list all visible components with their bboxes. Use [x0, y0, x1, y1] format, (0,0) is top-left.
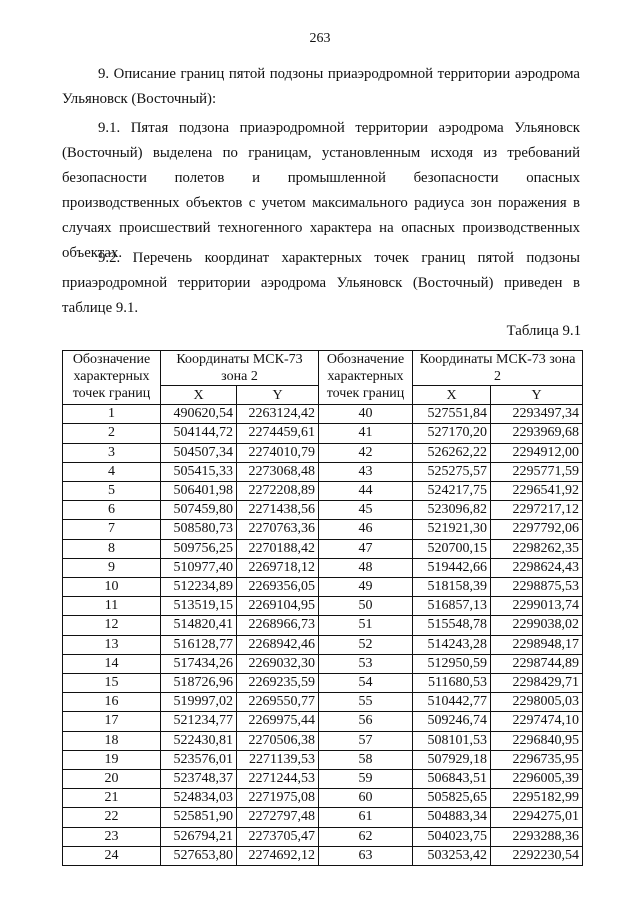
- cell-point-right: 63: [319, 846, 413, 865]
- cell-x-right: 521921,30: [413, 520, 491, 539]
- cell-x-left: 490620,54: [161, 405, 237, 424]
- cell-x-left: 504507,34: [161, 443, 237, 462]
- cell-x-right: 507929,18: [413, 750, 491, 769]
- cell-y-right: 2296840,95: [491, 731, 583, 750]
- cell-point-left: 18: [63, 731, 161, 750]
- header-y-left: Y: [237, 386, 319, 405]
- page-number: 263: [309, 31, 331, 46]
- cell-y-right: 2295771,59: [491, 462, 583, 481]
- cell-point-right: 42: [319, 443, 413, 462]
- cell-point-left: 20: [63, 770, 161, 789]
- cell-y-left: 2271438,56: [237, 501, 319, 520]
- table-row: [63, 558, 583, 577]
- cell-y-left: 2274459,61: [237, 424, 319, 443]
- cell-x-left: 523576,01: [161, 750, 237, 769]
- table-row: [63, 731, 583, 750]
- header-coords-right: Координаты МСК-73 зона 2: [413, 351, 583, 386]
- cell-point-left: 19: [63, 750, 161, 769]
- cell-point-left: 1: [63, 405, 161, 424]
- cell-x-left: 513519,15: [161, 597, 237, 616]
- table-caption: Таблица 9.1: [506, 323, 581, 339]
- cell-y-right: 2293969,68: [491, 424, 583, 443]
- table-row: [63, 770, 583, 789]
- cell-y-left: 2263124,42: [237, 405, 319, 424]
- cell-point-left: 8: [63, 539, 161, 558]
- cell-x-left: 517434,26: [161, 654, 237, 673]
- header-x-right: X: [413, 386, 491, 405]
- cell-y-right: 2297474,10: [491, 712, 583, 731]
- cell-point-left: 11: [63, 597, 161, 616]
- cell-point-right: 60: [319, 789, 413, 808]
- table-row: [63, 405, 583, 424]
- cell-x-right: 518158,39: [413, 578, 491, 597]
- cell-y-left: 2269104,95: [237, 597, 319, 616]
- cell-x-right: 519442,66: [413, 558, 491, 577]
- cell-x-left: 512234,89: [161, 578, 237, 597]
- cell-x-right: 526262,22: [413, 443, 491, 462]
- cell-x-right: 520700,15: [413, 539, 491, 558]
- cell-point-right: 46: [319, 520, 413, 539]
- cell-point-right: 45: [319, 501, 413, 520]
- cell-y-left: 2273068,48: [237, 462, 319, 481]
- cell-point-right: 41: [319, 424, 413, 443]
- cell-x-right: 525275,57: [413, 462, 491, 481]
- table-row: [63, 674, 583, 693]
- cell-x-right: 523096,82: [413, 501, 491, 520]
- cell-point-right: 62: [319, 827, 413, 846]
- cell-point-right: 57: [319, 731, 413, 750]
- cell-point-left: 4: [63, 462, 161, 481]
- cell-x-left: 504144,72: [161, 424, 237, 443]
- cell-x-left: 507459,80: [161, 501, 237, 520]
- cell-y-left: 2269550,77: [237, 693, 319, 712]
- cell-point-left: 9: [63, 558, 161, 577]
- cell-point-left: 14: [63, 654, 161, 673]
- table-row: [63, 808, 583, 827]
- cell-point-left: 7: [63, 520, 161, 539]
- cell-x-left: 522430,81: [161, 731, 237, 750]
- cell-x-right: 508101,53: [413, 731, 491, 750]
- cell-point-right: 43: [319, 462, 413, 481]
- cell-x-right: 506843,51: [413, 770, 491, 789]
- header-x-left: X: [161, 386, 237, 405]
- cell-point-right: 56: [319, 712, 413, 731]
- cell-y-right: 2298875,53: [491, 578, 583, 597]
- cell-x-right: 503253,42: [413, 846, 491, 865]
- cell-x-left: 526794,21: [161, 827, 237, 846]
- header-point-left: Обозначение характерных точек границ: [63, 351, 161, 405]
- cell-point-right: 52: [319, 635, 413, 654]
- cell-y-left: 2271139,53: [237, 750, 319, 769]
- cell-point-right: 55: [319, 693, 413, 712]
- table-row: [63, 712, 583, 731]
- section-heading-paragraph: 9. Описание границ пятой подзоны приаэродромной территории аэродрома Ульяновск (Восточный):: [62, 66, 580, 107]
- header-point-right: Обозначение характерных точек границ: [319, 351, 413, 405]
- cell-point-left: 6: [63, 501, 161, 520]
- cell-x-left: 505415,33: [161, 462, 237, 481]
- cell-x-left: 516128,77: [161, 635, 237, 654]
- cell-x-right: 505825,65: [413, 789, 491, 808]
- cell-point-left: 22: [63, 808, 161, 827]
- cell-y-left: 2269235,59: [237, 674, 319, 693]
- cell-y-right: 2295182,99: [491, 789, 583, 808]
- table-body: [63, 405, 583, 866]
- cell-point-right: 53: [319, 654, 413, 673]
- cell-x-left: 525851,90: [161, 808, 237, 827]
- cell-y-left: 2271244,53: [237, 770, 319, 789]
- cell-x-left: 523748,37: [161, 770, 237, 789]
- cell-point-left: 15: [63, 674, 161, 693]
- cell-y-left: 2270506,38: [237, 731, 319, 750]
- table-row: [63, 424, 583, 443]
- cell-point-right: 49: [319, 578, 413, 597]
- cell-y-right: 2297792,06: [491, 520, 583, 539]
- cell-point-left: 3: [63, 443, 161, 462]
- header-y-right: Y: [491, 386, 583, 405]
- cell-point-left: 24: [63, 846, 161, 865]
- cell-x-right: 504023,75: [413, 827, 491, 846]
- cell-x-left: 519997,02: [161, 693, 237, 712]
- cell-y-right: 2297217,12: [491, 501, 583, 520]
- cell-point-right: 40: [319, 405, 413, 424]
- cell-y-left: 2269356,05: [237, 578, 319, 597]
- cell-x-left: 508580,73: [161, 520, 237, 539]
- cell-y-right: 2298624,43: [491, 558, 583, 577]
- cell-y-left: 2269032,30: [237, 654, 319, 673]
- subsection-9-1-paragraph: 9.1. Пятая подзона приаэродромной территории аэродрома Ульяновск (Восточный) выделена по границам, установленным исходя из требований безопасности полетов и промышленной безопасности опасных производственных объектов с учетом максимального радиуса зон поражения в случаях происшествий техногенного характера на опасных производственных объектах.: [62, 120, 580, 261]
- table-row: [63, 578, 583, 597]
- cell-x-right: 512950,59: [413, 654, 491, 673]
- table-row: [63, 539, 583, 558]
- cell-point-right: 58: [319, 750, 413, 769]
- cell-x-right: 527170,20: [413, 424, 491, 443]
- cell-point-right: 48: [319, 558, 413, 577]
- cell-y-right: 2299038,02: [491, 616, 583, 635]
- cell-y-right: 2293288,36: [491, 827, 583, 846]
- cell-y-left: 2273705,47: [237, 827, 319, 846]
- header-coords-left: Координаты МСК-73 зона 2: [161, 351, 319, 386]
- cell-x-left: 509756,25: [161, 539, 237, 558]
- cell-point-left: 17: [63, 712, 161, 731]
- cell-point-right: 54: [319, 674, 413, 693]
- cell-point-right: 47: [319, 539, 413, 558]
- cell-y-left: 2269718,12: [237, 558, 319, 577]
- cell-x-right: 510442,77: [413, 693, 491, 712]
- cell-point-left: 16: [63, 693, 161, 712]
- cell-y-right: 2294912,00: [491, 443, 583, 462]
- cell-y-right: 2299013,74: [491, 597, 583, 616]
- cell-y-left: 2271975,08: [237, 789, 319, 808]
- cell-y-right: 2298005,03: [491, 693, 583, 712]
- cell-y-right: 2298744,89: [491, 654, 583, 673]
- cell-point-left: 5: [63, 482, 161, 501]
- cell-y-left: 2274692,12: [237, 846, 319, 865]
- table-row: [63, 443, 583, 462]
- cell-x-left: 518726,96: [161, 674, 237, 693]
- table-row: [63, 616, 583, 635]
- table-row: [63, 635, 583, 654]
- cell-y-right: 2298262,35: [491, 539, 583, 558]
- cell-x-right: 514243,28: [413, 635, 491, 654]
- table-row: [63, 654, 583, 673]
- cell-y-left: 2268942,46: [237, 635, 319, 654]
- cell-x-left: 514820,41: [161, 616, 237, 635]
- cell-x-left: 527653,80: [161, 846, 237, 865]
- cell-point-right: 44: [319, 482, 413, 501]
- cell-point-left: 10: [63, 578, 161, 597]
- cell-point-left: 23: [63, 827, 161, 846]
- coordinates-table: [62, 350, 583, 866]
- cell-point-right: 51: [319, 616, 413, 635]
- subsection-9-2-paragraph: 9.2. Перечень координат характерных точек границ пятой подзоны приаэродромной территории аэродрома Ульяновск (Восточный) приведен в таблице 9.1.: [62, 250, 580, 316]
- cell-y-right: 2296541,92: [491, 482, 583, 501]
- cell-y-right: 2296005,39: [491, 770, 583, 789]
- table-row: [63, 789, 583, 808]
- cell-x-left: 521234,77: [161, 712, 237, 731]
- cell-point-left: 21: [63, 789, 161, 808]
- cell-y-right: 2298429,71: [491, 674, 583, 693]
- cell-x-right: 524217,75: [413, 482, 491, 501]
- table-row: [63, 597, 583, 616]
- cell-x-left: 510977,40: [161, 558, 237, 577]
- table-row: [63, 846, 583, 865]
- cell-x-left: 524834,03: [161, 789, 237, 808]
- cell-y-right: 2298948,17: [491, 635, 583, 654]
- cell-point-left: 12: [63, 616, 161, 635]
- cell-y-left: 2274010,79: [237, 443, 319, 462]
- table-row: [63, 520, 583, 539]
- cell-y-left: 2272208,89: [237, 482, 319, 501]
- cell-x-right: 515548,78: [413, 616, 491, 635]
- cell-y-left: 2270763,36: [237, 520, 319, 539]
- cell-y-left: 2270188,42: [237, 539, 319, 558]
- table-row: [63, 827, 583, 846]
- cell-x-right: 509246,74: [413, 712, 491, 731]
- cell-y-left: 2269975,44: [237, 712, 319, 731]
- cell-x-left: 506401,98: [161, 482, 237, 501]
- table-row: [63, 482, 583, 501]
- cell-y-right: 2292230,54: [491, 846, 583, 865]
- cell-y-right: 2296735,95: [491, 750, 583, 769]
- table-row: [63, 693, 583, 712]
- cell-point-left: 2: [63, 424, 161, 443]
- cell-point-right: 59: [319, 770, 413, 789]
- cell-point-right: 61: [319, 808, 413, 827]
- cell-y-right: 2293497,34: [491, 405, 583, 424]
- cell-x-right: 527551,84: [413, 405, 491, 424]
- cell-y-left: 2272797,48: [237, 808, 319, 827]
- table-row: [63, 462, 583, 481]
- cell-point-left: 13: [63, 635, 161, 654]
- cell-y-right: 2294275,01: [491, 808, 583, 827]
- cell-y-left: 2268966,73: [237, 616, 319, 635]
- cell-point-right: 50: [319, 597, 413, 616]
- table-row: [63, 501, 583, 520]
- cell-x-right: 511680,53: [413, 674, 491, 693]
- cell-x-right: 504883,34: [413, 808, 491, 827]
- table-row: [63, 750, 583, 769]
- cell-x-right: 516857,13: [413, 597, 491, 616]
